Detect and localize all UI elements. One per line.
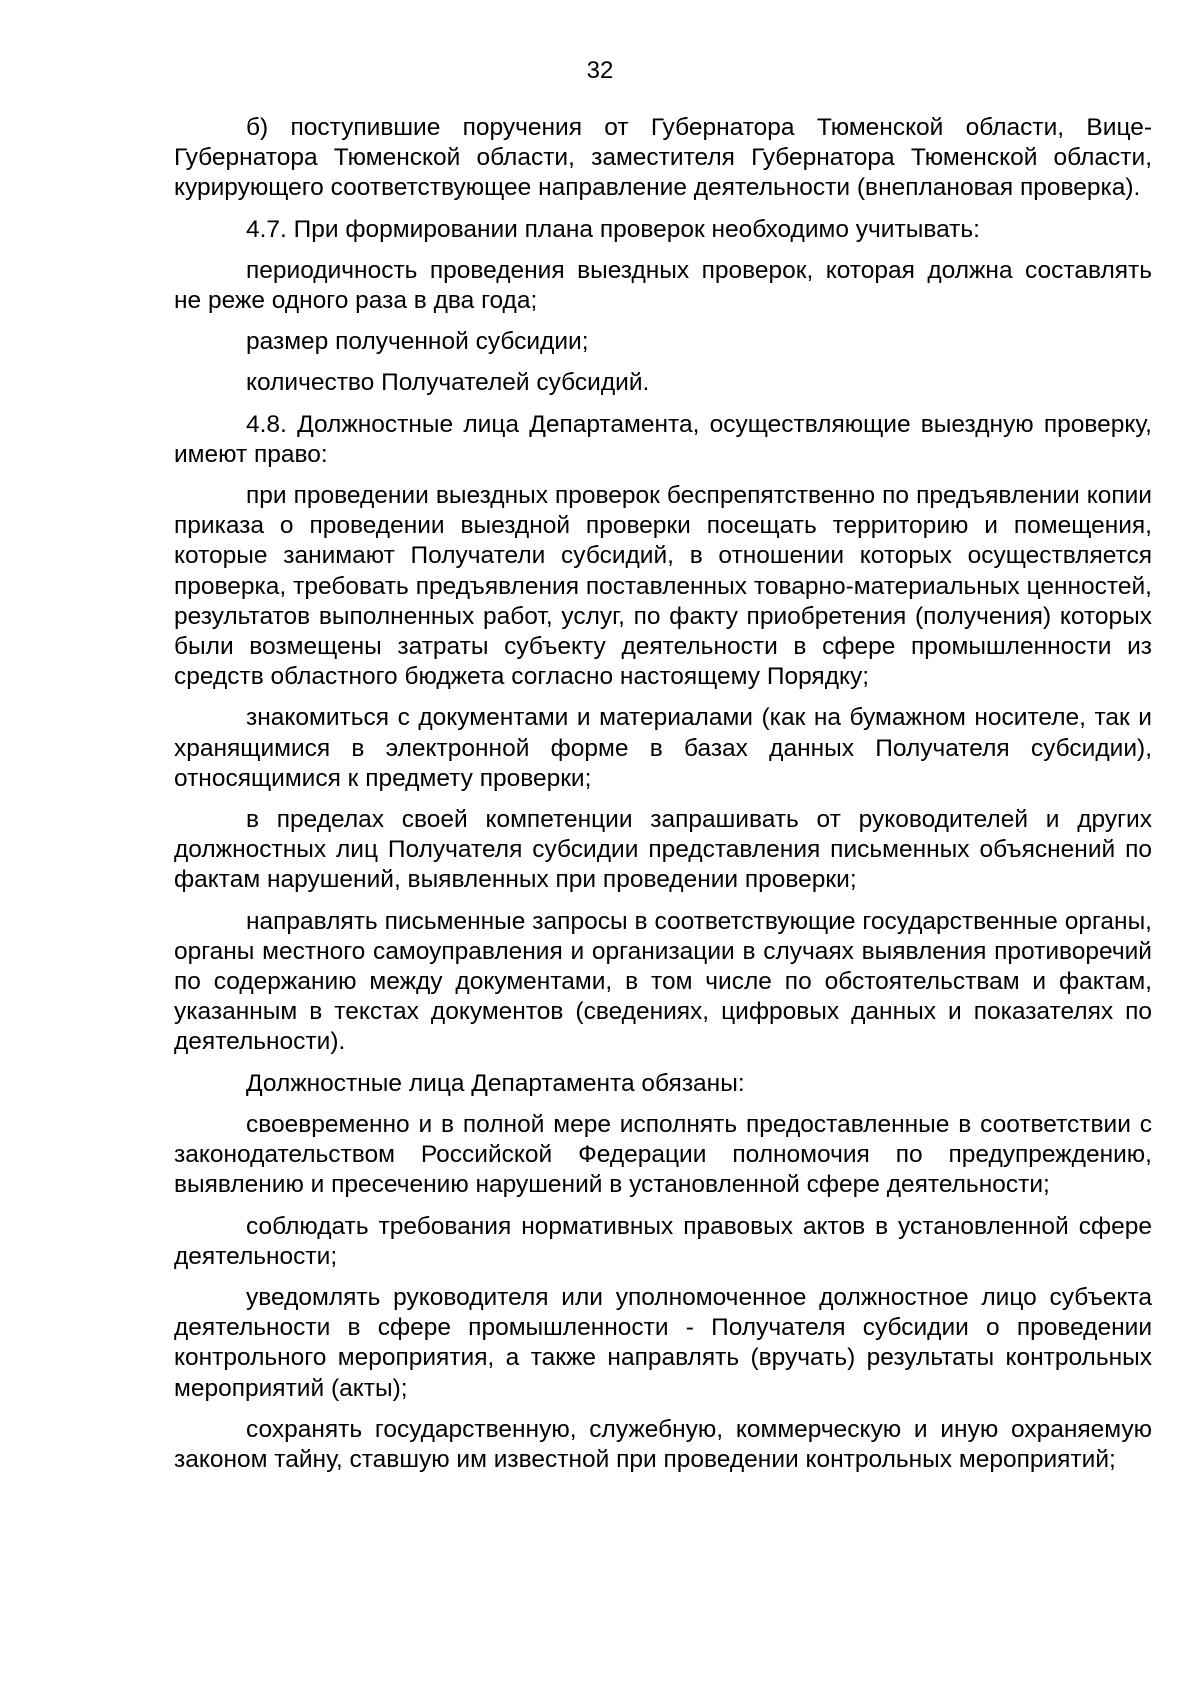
paragraph-written-requests: направлять письменные запросы в соответствующие государственные органы, органы местного самоуправления и организации в случаях выявления противоречий по содержанию между документами, в том числе по обстоятельствам и фактам, указанным в текстах документов (сведениях, цифровых данных и показателях по деятельности). <box>174 907 1152 1056</box>
paragraph-4-8: 4.8. Должностные лица Департамента, осуществляющие выездную проверку, имеют право: <box>174 410 1152 468</box>
paragraph-site-visits: при проведении выездных проверок беспрепятственно по предъявлении копии приказа о проведении выездной проверки посещать территорию и помещения, которые занимают Получатели субсидий, в отношении которых осуществляется проверка, требовать предъявления поставленных товарно-материальных ценностей, результатов выполненных работ, услуг, по факту приобретения (получения) которых были возмещены затраты субъекту деятельности в сфере промышленности из средств областного бюджета согласно настоящему Порядку; <box>174 482 1152 691</box>
paragraph-notify-head: уведомлять руководителя или уполномоченное должностное лицо субъекта деятельности в сфере промышленности - Получателя субсидии о проведении контрольного мероприятия, а также направлять (вручать) результаты контрольных мероприятий (акты); <box>174 1283 1152 1402</box>
document-body <box>174 113 1152 1486</box>
paragraph-periodicity: периодичность проведения выездных проверок, которая должна составлять не реже одного раза в два года; <box>174 256 1152 315</box>
paragraph-officials-obliged: Должностные лица Департамента обязаны: <box>246 1069 745 1097</box>
paragraph-observe-requirements: соблюдать требования нормативных правовых актов в установленной сфере деятельности; <box>174 1212 1152 1270</box>
page-number: 32 <box>586 57 614 84</box>
paragraph-subsidy-size: размер полученной субсидии; <box>246 328 589 356</box>
paragraph-4-7: 4.7. При формировании плана проверок необходимо учитывать: <box>246 215 980 243</box>
paragraph-documents-review: знакомиться с документами и материалами (как на бумажном носителе, так и хранящимися в электронной форме в базах данных Получателя субсидии), относящимися к предмету проверки; <box>174 704 1152 792</box>
paragraph-b-instructions: б) поступившие поручения от Губернатора Тюменской области, Вице-Губернатора Тюменской области, заместителя Губернатора Тюменской области, курирующего соответствующее направление деятельности (внеплановая проверка). <box>174 114 1152 202</box>
paragraph-exercise-powers: своевременно и в полной мере исполнять предоставленные в соответствии с законодательством Российской Федерации полномочия по предупреждению, выявлению и пресечению нарушений в установленной сфере деятельности; <box>174 1110 1152 1199</box>
paragraph-recipients-count: количество Получателей субсидий. <box>246 369 650 397</box>
paragraph-explanations-request: в пределах своей компетенции запрашивать от руководителей и других должностных лиц Получателя субсидии представления письменных объяснений по фактам нарушений, выявленных при проведении проверки; <box>174 806 1152 894</box>
paragraph-keep-secret: сохранять государственную, служебную, коммерческую и иную охраняемую законом тайну, ставшую им известной при проведении контрольных мероприятий; <box>174 1415 1152 1473</box>
